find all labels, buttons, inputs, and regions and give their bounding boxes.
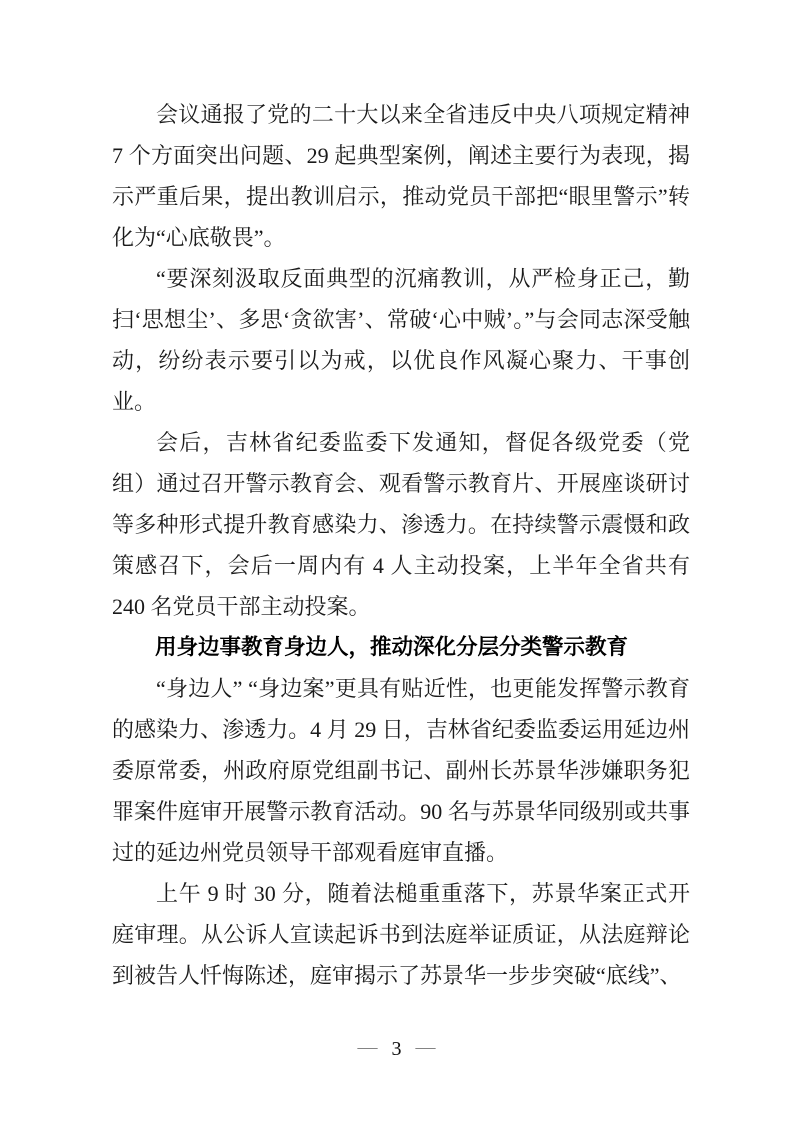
- page-number: 3: [391, 1038, 402, 1060]
- paragraph-meeting-report: 会议通报了党的二十大以来全省违反中央八项规定精神 7 个方面突出问题、29 起典型案例，阐述主要行为表现，揭示严重后果，提出教训启示，推动党员干部把“眼里警示”转化为“心底敬畏”。: [112, 102, 690, 250]
- footer-left-dash: —: [357, 1036, 378, 1058]
- paragraph-nearby-cases: “身边人” “身边案”更具有贴近性，也更能发挥警示教育的感染力、渗透力。4 月 29 日，吉林省纪委监委运用延边州委原常委，州政府原党组副书记、副州长苏景华涉嫌职务犯罪案件庭审开展警示教育活动。90 名与苏景华同级别或共事过的延边州党员领导干部观看庭审直播。: [112, 676, 690, 865]
- paragraph-court-trial: 上午 9 时 30 分，随着法槌重重落下，苏景华案正式开庭审理。从公诉人宣读起诉书到法庭举证质证，从法庭辩论到被告人忏悔陈述，庭审揭示了苏景华一步步突破“底线”、: [112, 881, 690, 988]
- paragraph-notice-surrender: 会后，吉林省纪委监委下发通知，督促各级党委（党组）通过召开警示教育会、观看警示教育片、开展座谈研讨等多种形式提升教育感染力、渗透力。在持续警示震慑和政策感召下，会后一周内有 4 人主动投案，上半年全省共有 240 名党员干部主动投案。: [112, 430, 690, 619]
- page-footer: [0, 1037, 793, 1061]
- paragraph-quote-lesson: “要深刻汲取反面典型的沉痛教训，从严检身正己，勤扫‘思想尘’、多思‘贪欲害’、常破‘心中贼’。”与会同志深受触动，纷纷表示要引以为戒，以优良作风凝心聚力、干事创业。: [112, 266, 690, 414]
- section-heading: 用身边事教育身边人，推动深化分层分类警示教育: [155, 635, 629, 659]
- footer-right-dash: —: [415, 1036, 436, 1058]
- document-body: [112, 94, 690, 996]
